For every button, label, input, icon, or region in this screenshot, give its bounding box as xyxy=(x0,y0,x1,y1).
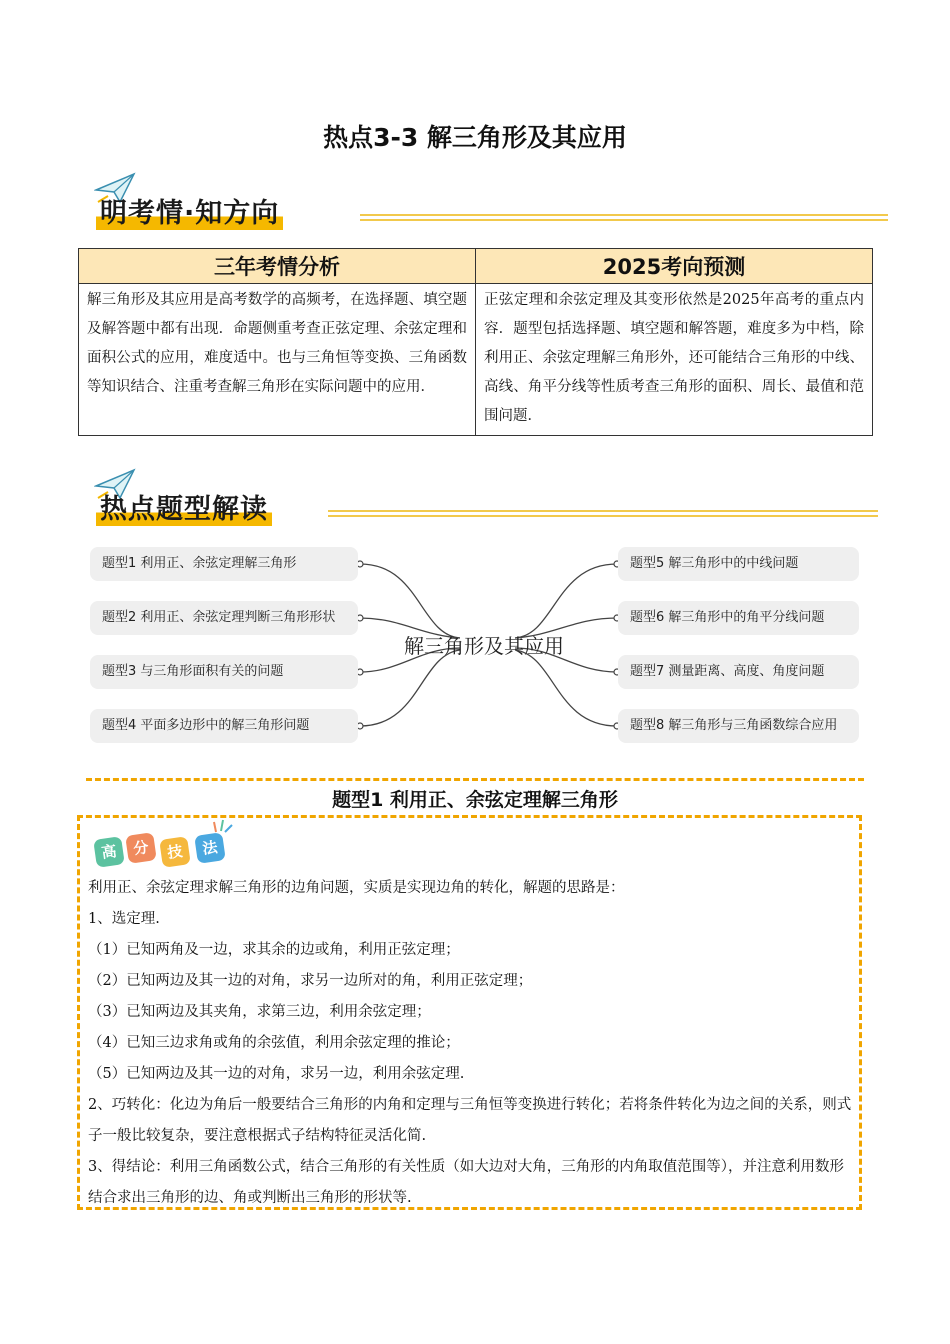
table-header-forecast: 2025考向预测 xyxy=(476,249,873,284)
tips-line: 1、选定理. xyxy=(88,911,160,927)
sparkle-icon xyxy=(212,818,234,834)
page-title: 热点3-3 解三角形及其应用 xyxy=(323,123,627,152)
tips-content xyxy=(88,873,858,1214)
mindmap-node-type8: 题型8 解三角形与三角函数综合应用 xyxy=(618,709,859,743)
tips-line: （2）已知两边及其一边的对角，求另一边所对的角，利用正弦定理； xyxy=(88,973,533,989)
tips-line: （5）已知两边及其一边的对角，求另一边，利用余弦定理. xyxy=(88,1066,465,1082)
section-label: 明考情·知方向 xyxy=(96,191,283,230)
mindmap-node-type4: 题型4 平面多边形中的解三角形问题 xyxy=(90,709,358,743)
tips-line: 3、得结论：利用三角函数公式，结合三角形的有关性质（如大边对大角，三角形的内角取值范围等），并注意利用数形结合求出三角形的边、角或判断出三角形的形状等. xyxy=(88,1159,844,1206)
table-cell-forecast: 正弦定理和余弦定理及其变形依然是2025年高考的重点内容．题型包括选择题、填空题和解答题，难度多为中档，除利用正、余弦定理解三角形外，还可能结合三角形的中线、高线、角平分线等性质考查三角形的面积、周长、最值和范围问题． xyxy=(476,284,873,436)
tips-line: （1）已知两角及一边，求其余的边或角，利用正弦定理； xyxy=(88,942,460,958)
section-divider xyxy=(86,778,864,781)
mindmap-node-type1: 题型1 利用正、余弦定理解三角形 xyxy=(90,547,358,581)
badge-char: 法 xyxy=(194,832,226,864)
mindmap-node-type6: 题型6 解三角形中的角平分线问题 xyxy=(618,601,859,635)
decorative-lines xyxy=(360,214,888,222)
exam-analysis-table xyxy=(78,248,873,436)
tips-line: （4）已知三边求角或角的余弦值，利用余弦定理的推论； xyxy=(88,1035,460,1051)
tips-line: 2、巧转化：化边为角后一般要结合三角形的内角和定理与三角恒等变换进行转化；若将条件转化为边之间的关系，则式子一般比较复杂，要注意根据式子结构特征灵活化简. xyxy=(88,1097,852,1144)
tips-line: 利用正、余弦定理求解三角形的边角问题，实质是实现边角的转化，解题的思路是： xyxy=(88,880,625,896)
badge-char: 高 xyxy=(93,836,125,868)
decorative-lines xyxy=(328,510,878,518)
mindmap-node-type7: 题型7 测量距离、高度、角度问题 xyxy=(618,655,859,689)
section-label: 热点题型解读 xyxy=(96,487,272,526)
tips-line: （3）已知两边及其夹角，求第三边，利用余弦定理； xyxy=(88,1004,431,1020)
table-header-analysis: 三年考情分析 xyxy=(79,249,476,284)
mindmap-node-type3: 题型3 与三角形面积有关的问题 xyxy=(90,655,358,689)
mindmap-node-type2: 题型2 利用正、余弦定理判断三角形形状 xyxy=(90,601,358,635)
section-header-hot-topics xyxy=(88,468,878,528)
table-cell-analysis: 解三角形及其应用是高考数学的高频考，在选择题、填空题及解答题中都有出现．命题侧重考查正弦定理、余弦定理和面积公式的应用，难度适中。也与三角恒等变换、三角函数等知识结合、注重考查解三角形在实际问题中的应用． xyxy=(79,284,476,436)
badge-char: 技 xyxy=(159,836,191,868)
mindmap-node-type5: 题型5 解三角形中的中线问题 xyxy=(618,547,859,581)
type1-title: 题型1 利用正、余弦定理解三角形 xyxy=(332,789,618,811)
mindmap-center: 解三角形及其应用 xyxy=(404,634,564,658)
badge-char: 分 xyxy=(125,832,157,864)
section-header-exam-analysis xyxy=(88,172,888,232)
